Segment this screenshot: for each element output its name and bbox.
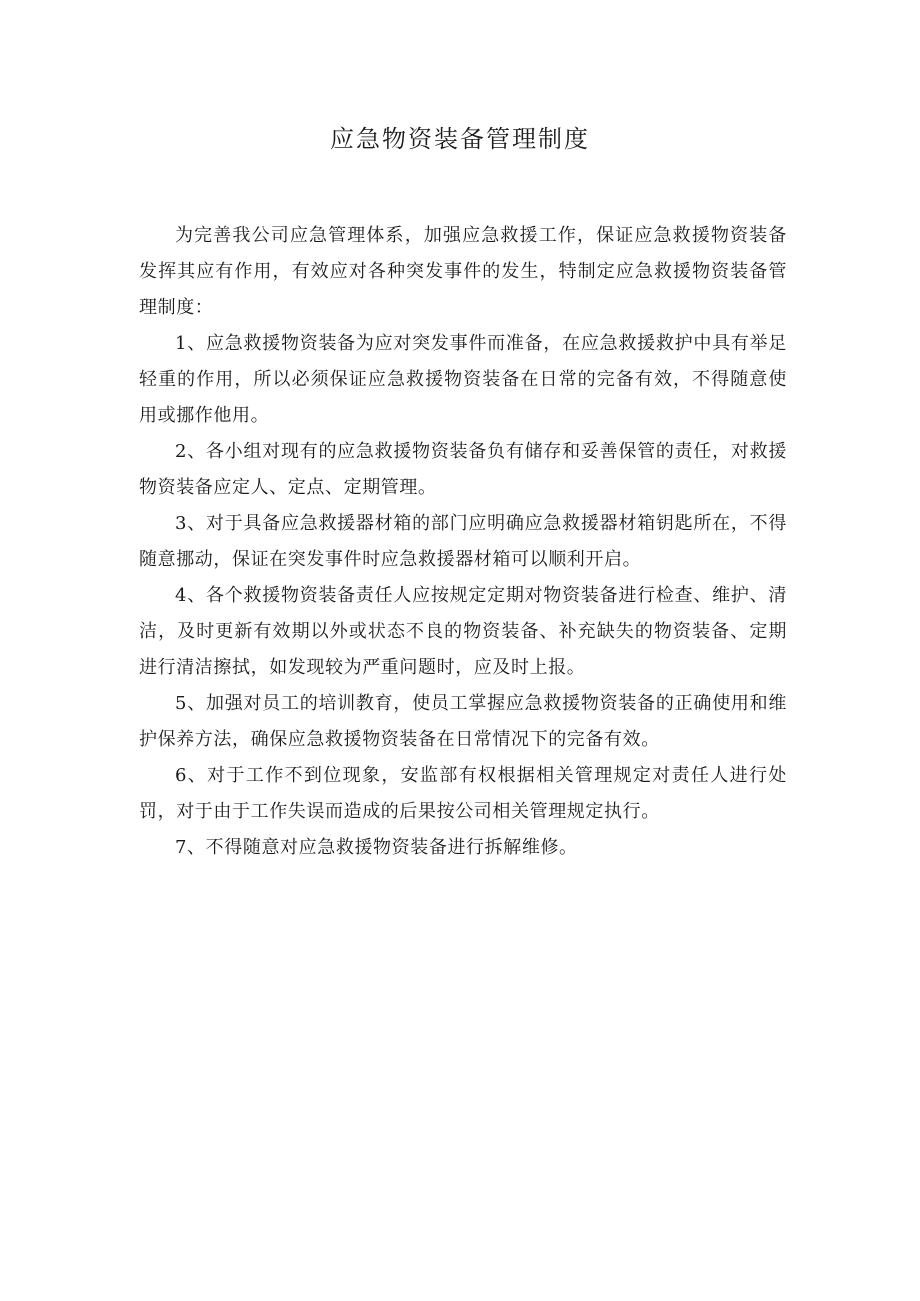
document-title: 应急物资装备管理制度 (330, 125, 590, 153)
intro-paragraph: 为完善我公司应急管理体系，加强应急救援工作，保证应急救援物资装备发挥其应有作用，有效应对各种突发事件的发生，特制定应急救援物资装备管理制度： (139, 225, 787, 318)
document-body (139, 218, 787, 866)
clause-1-paragraph: 1、应急救援物资装备为应对突发事件而准备，在应急救援救护中具有举足轻重的作用，所以必须保证应急救援物资装备在日常的完备有效，不得随意使用或挪作他用。 (139, 333, 787, 426)
clause-4-paragraph: 4、各个救援物资装备责任人应按规定定期对物资装备进行检查、维护、清洁，及时更新有效期以外或状态不良的物资装备、补充缺失的物资装备、定期进行清洁擦拭，如发现较为严重问题时，应及时上报。 (139, 585, 787, 678)
clause-3-paragraph: 3、对于具备应急救援器材箱的部门应明确应急救援器材箱钥匙所在，不得随意挪动，保证在突发事件时应急救援器材箱可以顺利开启。 (139, 513, 787, 570)
clause-2-paragraph: 2、各小组对现有的应急救援物资装备负有储存和妥善保管的责任，对救援物资装备应定人、定点、定期管理。 (139, 441, 787, 498)
clause-5-paragraph: 5、加强对员工的培训教育，使员工掌握应急救援物资装备的正确使用和维护保养方法，确保应急救援物资装备在日常情况下的完备有效。 (139, 693, 787, 750)
clause-6-paragraph: 6、对于工作不到位现象，安监部有权根据相关管理规定对责任人进行处罚，对于由于工作失误而造成的后果按公司相关管理规定执行。 (139, 765, 787, 822)
clause-7-paragraph: 7、不得随意对应急救援物资装备进行拆解维修。 (175, 837, 578, 858)
